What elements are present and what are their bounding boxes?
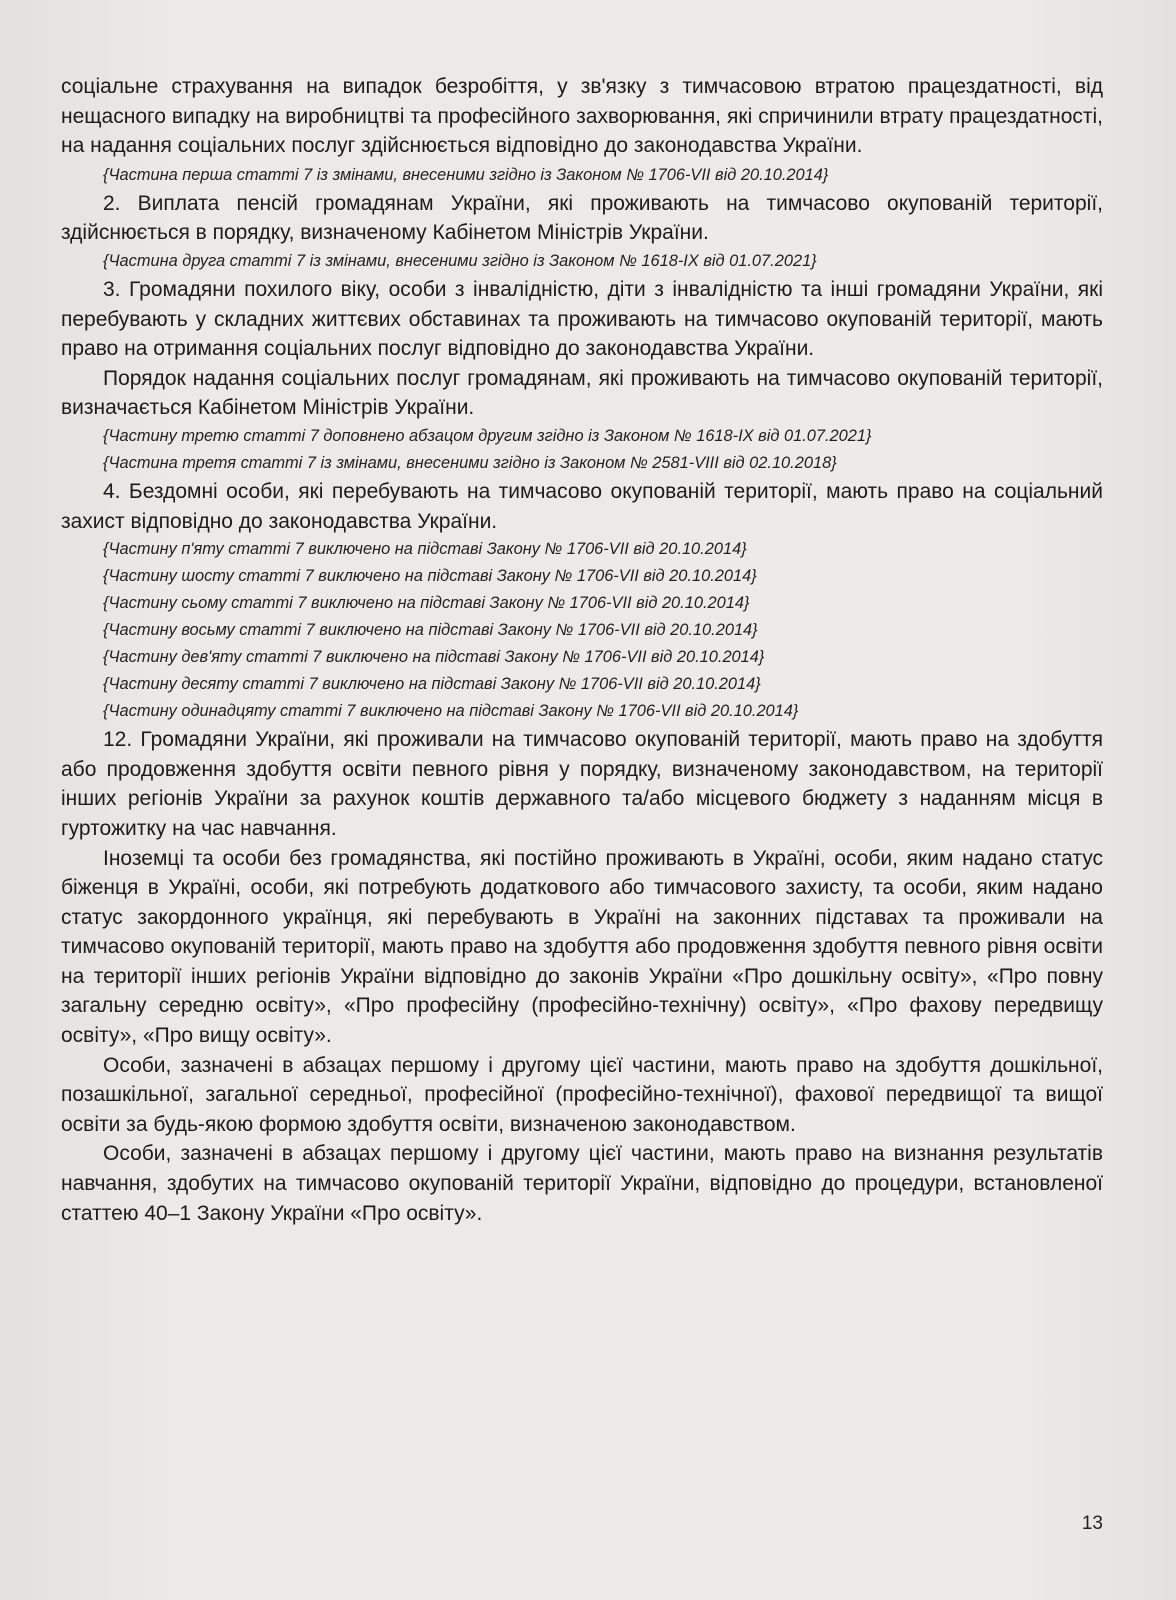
- paragraph-item-3: 3. Громадяни похилого віку, особи з інвалідністю, діти з інвалідністю та інші громадяни України, які перебувають у складних життєвих обставинах та проживають на тимчасово окупованій території, мають право на отримання соціальних послуг відповідно до законодавства України.: [61, 277, 1103, 361]
- amendment-note: {Частина друга статті 7 із змінами, внесеними згідно із Законом № 1618-IX від 01.07.2021}: [103, 251, 817, 270]
- paragraph-item-2: 2. Виплата пенсій громадянам України, які проживають на тимчасово окупованій території, здійснюється в порядку, визначеному Кабінетом Міністрів України.: [61, 191, 1103, 245]
- paragraph-item-4: 4. Бездомні особи, які перебувають на тимчасово окупованій території, мають право на соціальний захист відповідно до законодавства України.: [61, 479, 1103, 533]
- amendment-note: {Частина перша статті 7 із змінами, внесеними згідно із Законом № 1706-VII від 20.10.2014}: [103, 165, 829, 184]
- paragraph-education-forms: Особи, зазначені в абзацах першому і другому цієї частини, мають право на здобуття дошкільної, позашкільної, загальної середньої, професійної (професійно-технічної), фахової передвищої та вищої освіти за будь-якою формою здобуття освіти, визначеною законодавством.: [61, 1053, 1103, 1136]
- exclusion-note: {Частину шосту статті 7 виключено на підставі Закону № 1706-VII від 20.10.2014}: [103, 567, 757, 586]
- page-number: 13: [1081, 1513, 1103, 1534]
- paragraph-social-insurance: соціальне страхування на випадок безробіття, у зв'язку з тимчасовою втратою працездатності, від нещасного випадку на виробництві та професійного захворювання, які спричинили втрату працездатності, на надання соціальних послуг здійснюється відповідно до законодавства України.: [61, 75, 1103, 158]
- amendment-note: {Частина третя статті 7 із змінами, внесеними згідно із Законом № 2581-VIII від 02.10.2018}: [103, 453, 837, 472]
- exclusion-note: {Частину сьому статті 7 виключено на підставі Закону № 1706-VII від 20.10.2014}: [103, 594, 750, 613]
- amendment-note: {Частину третю статті 7 доповнено абзацом другим згідно із Законом № 1618-IX від 01.07.2021}: [103, 426, 872, 445]
- paragraph-foreigners: Іноземці та особи без громадянства, які постійно проживають в Україні, особи, яким надано статус біженця в Україні, особи, які потребують додаткового або тимчасового захисту, та особи, яким надано статус закордонного українця, які перебувають в Україні на законних підставах та проживали на тимчасово окупованій території, мають право на здобуття або продовження здобуття певного рівня освіти на території інших регіонів України відповідно до законів України «Про дошкільну освіту», «Про повну загальну середню освіту», «Про професійну (професійно-технічну) освіту», «Про фахову передвищу освіту», «Про вищу освіту».: [61, 846, 1103, 1048]
- paragraph-item-12: 12. Громадяни України, які проживали на тимчасово окупованій території, мають право на здобуття або продовження здобуття освіти певного рівня у порядку, визначеному законодавством, на території інших регіонів України за рахунок коштів державного та/або місцевого бюджету з наданням місця в гуртожитку на час навчання.: [61, 728, 1103, 840]
- paragraph-item-3-second: Порядок надання соціальних послуг громадянам, які проживають на тимчасово окупованій території, визначається Кабінетом Міністрів України.: [61, 366, 1103, 420]
- exclusion-note: {Частину дев'яту статті 7 виключено на підставі Закону № 1706-VII від 20.10.2014}: [103, 648, 765, 667]
- exclusion-note: {Частину одинадцяту статті 7 виключено на підставі Закону № 1706-VII від 20.10.2014}: [103, 702, 799, 721]
- exclusion-note: {Частину десяту статті 7 виключено на підставі Закону № 1706-VII від 20.10.2014}: [103, 675, 761, 694]
- document-body: [61, 72, 1103, 1228]
- exclusion-note: {Частину восьму статті 7 виключено на підставі Закону № 1706-VII від 20.10.2014}: [103, 621, 758, 640]
- paragraph-recognition: Особи, зазначені в абзацах першому і другому цієї частини, мають право на визнання результатів навчання, здобутих на тимчасово окупованій території України, відповідно до процедури, встановленої статтею 40–1 Закону України «Про освіту».: [61, 1142, 1103, 1225]
- exclusion-note: {Частину п'яту статті 7 виключено на підставі Закону № 1706-VII від 20.10.2014}: [103, 540, 747, 559]
